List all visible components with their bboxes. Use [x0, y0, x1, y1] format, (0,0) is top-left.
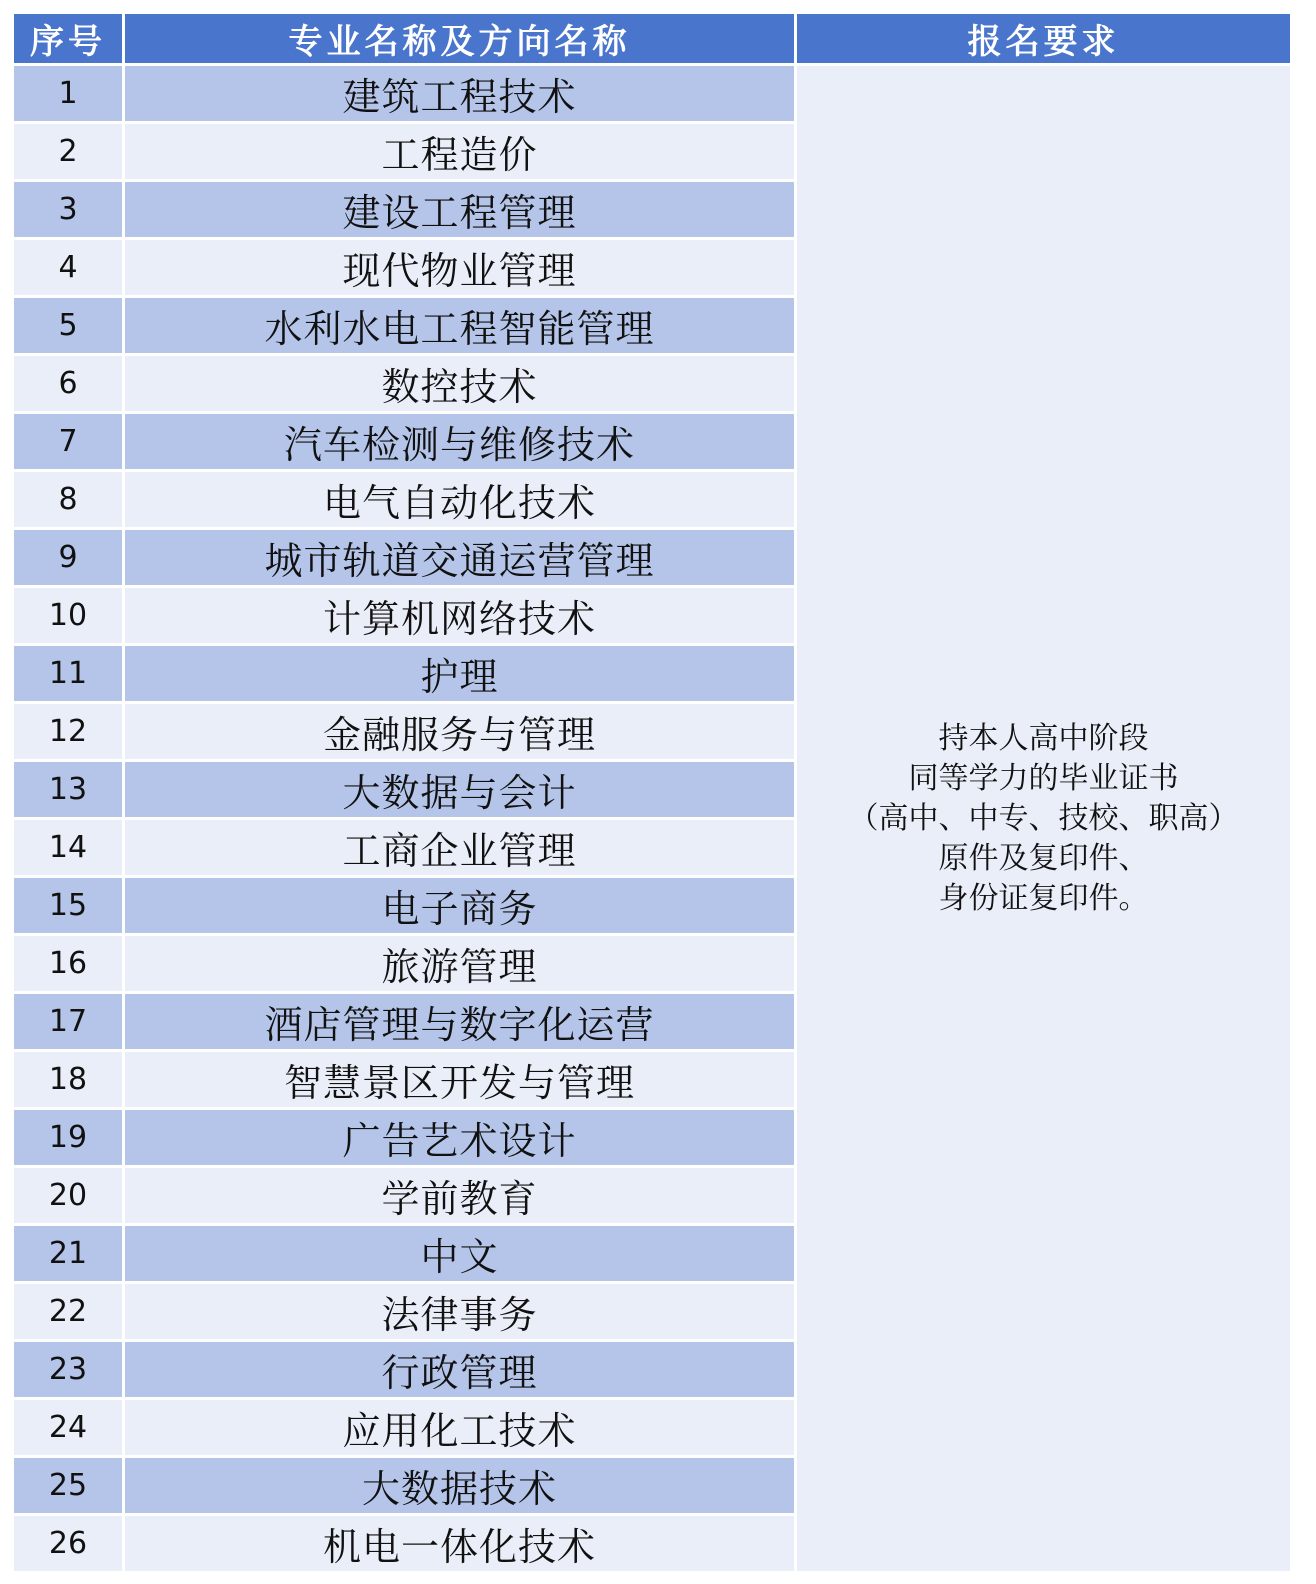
- major-name: 护理: [125, 646, 794, 701]
- row-number: 14: [14, 820, 122, 875]
- row-number: 9: [14, 530, 122, 585]
- row-number: 18: [14, 1052, 122, 1107]
- row-number: 10: [14, 588, 122, 643]
- row-number: 26: [14, 1516, 122, 1571]
- header-major-name: 专业名称及方向名称: [125, 14, 794, 63]
- major-name: 金融服务与管理: [125, 704, 794, 759]
- row-number: 15: [14, 878, 122, 933]
- major-name: 数控技术: [125, 356, 794, 411]
- major-name: 电子商务: [125, 878, 794, 933]
- row-number: 19: [14, 1110, 122, 1165]
- row-number: 17: [14, 994, 122, 1049]
- row-number: 1: [14, 66, 122, 121]
- row-number: 22: [14, 1284, 122, 1339]
- major-name: 应用化工技术: [125, 1400, 794, 1455]
- header-serial-number: 序号: [14, 14, 122, 63]
- row-number: 3: [14, 182, 122, 237]
- major-name: 水利水电工程智能管理: [125, 298, 794, 353]
- major-name: 汽车检测与维修技术: [125, 414, 794, 469]
- row-number: 6: [14, 356, 122, 411]
- major-name: 旅游管理: [125, 936, 794, 991]
- requirement-line: 身份证复印件。: [938, 880, 1149, 916]
- major-name: 大数据技术: [125, 1458, 794, 1513]
- row-number: 11: [14, 646, 122, 701]
- major-name: 工商企业管理: [125, 820, 794, 875]
- row-number: 20: [14, 1168, 122, 1223]
- major-name: 建筑工程技术: [125, 66, 794, 121]
- requirements-cell: [797, 66, 1290, 1571]
- row-number: 8: [14, 472, 122, 527]
- row-number: 12: [14, 704, 122, 759]
- requirement-line: 持本人高中阶段: [938, 720, 1149, 756]
- major-name: 电气自动化技术: [125, 472, 794, 527]
- row-number: 24: [14, 1400, 122, 1455]
- major-name: 行政管理: [125, 1342, 794, 1397]
- majors-table-container: [14, 14, 1290, 1570]
- major-name: 城市轨道交通运营管理: [125, 530, 794, 585]
- row-number: 23: [14, 1342, 122, 1397]
- row-number: 2: [14, 124, 122, 179]
- row-number: 21: [14, 1226, 122, 1281]
- row-number: 4: [14, 240, 122, 295]
- major-name: 酒店管理与数字化运营: [125, 994, 794, 1049]
- major-name: 法律事务: [125, 1284, 794, 1339]
- major-name: 计算机网络技术: [125, 588, 794, 643]
- major-name: 工程造价: [125, 124, 794, 179]
- major-name: 智慧景区开发与管理: [125, 1052, 794, 1107]
- major-name: 大数据与会计: [125, 762, 794, 817]
- row-number: 16: [14, 936, 122, 991]
- row-number: 5: [14, 298, 122, 353]
- requirement-line: 原件及复印件、: [938, 840, 1149, 876]
- header-requirements: 报名要求: [797, 14, 1290, 63]
- table-row: [14, 66, 1290, 121]
- majors-table: [11, 11, 1293, 1574]
- requirement-line: （高中、中专、技校、职高）: [848, 800, 1239, 836]
- row-number: 13: [14, 762, 122, 817]
- major-name: 学前教育: [125, 1168, 794, 1223]
- major-name: 建设工程管理: [125, 182, 794, 237]
- major-name: 广告艺术设计: [125, 1110, 794, 1165]
- major-name: 机电一体化技术: [125, 1516, 794, 1571]
- requirement-line: 同等学力的毕业证书: [908, 760, 1179, 796]
- major-name: 中文: [125, 1226, 794, 1281]
- row-number: 7: [14, 414, 122, 469]
- table-header-row: [14, 14, 1290, 63]
- table-body: [14, 66, 1290, 1571]
- row-number: 25: [14, 1458, 122, 1513]
- major-name: 现代物业管理: [125, 240, 794, 295]
